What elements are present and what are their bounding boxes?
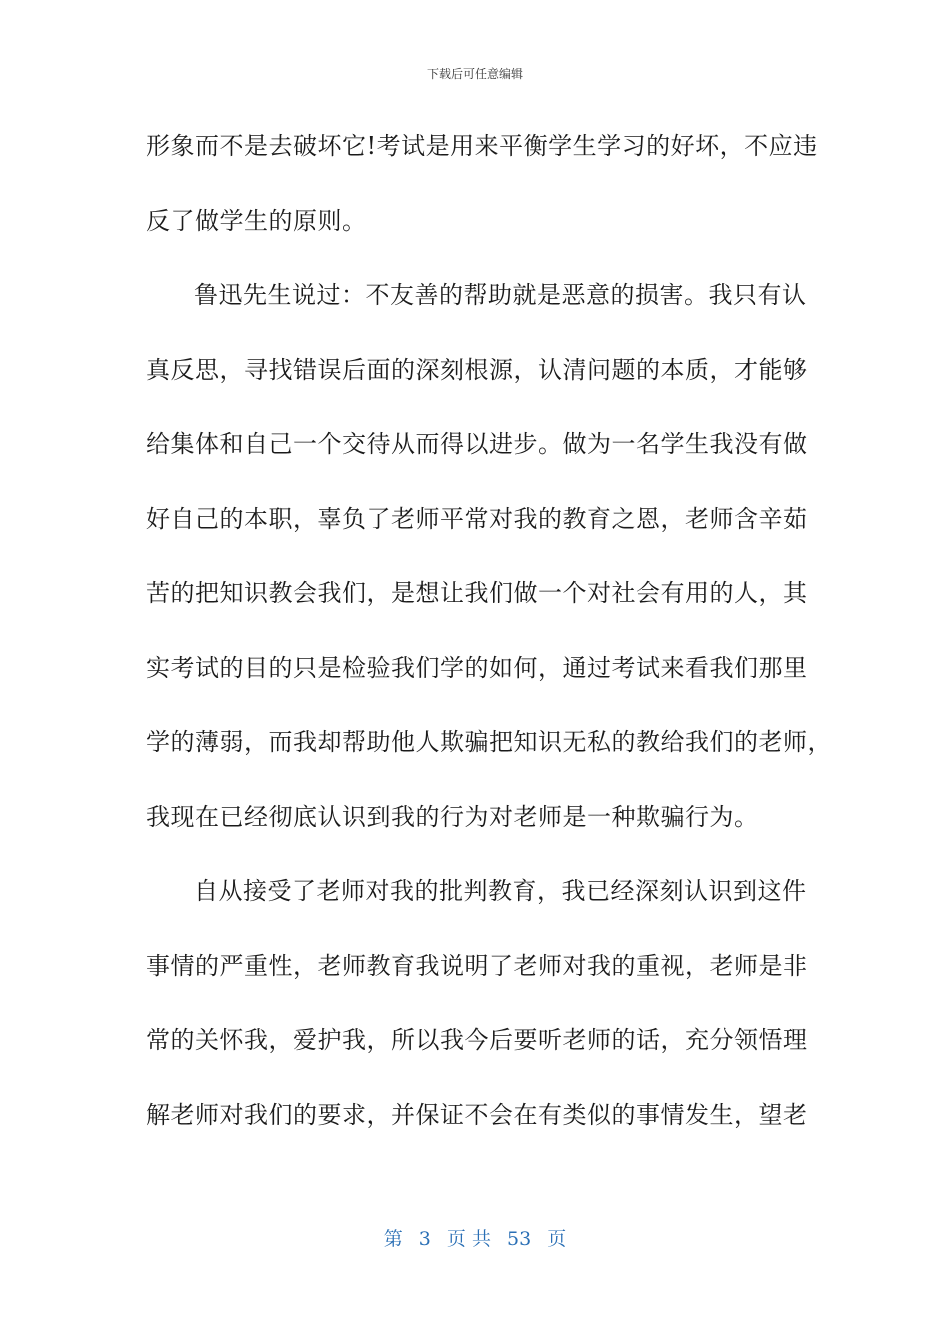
paragraph-line: 学的薄弱，而我却帮助他人欺骗把知识无私的教给我们的老师， [146, 728, 832, 756]
paragraph-line: 鲁迅先生说过：不友善的帮助就是恶意的损害。我只有认 [194, 281, 807, 309]
page-header: 下载后可任意编辑 [426, 67, 523, 81]
paragraph-line: 好自己的本职，辜负了老师平常对我的教育之恩，老师含辛茹 [146, 504, 808, 533]
paragraph-line: 实考试的目的只是检验我们学的如何，通过考试来看我们那里 [146, 653, 808, 682]
paragraph-line: 常的关怀我，爱护我，所以我今后要听老师的话，充分领悟理 [146, 1026, 808, 1054]
footer-prefix: 第 [383, 1228, 403, 1250]
paragraph-line: 给集体和自己一个交待从而得以进步。做为一名学生我没有做 [146, 430, 808, 458]
total-pages-number: 53 [507, 1228, 532, 1250]
document-body [146, 127, 832, 1170]
paragraph-line: 我现在已经彻底认识到我的行为对老师是一种欺骗行为。 [146, 802, 759, 831]
paragraph-line: 反了做学生的原则。 [146, 206, 367, 235]
paragraph-line: 自从接受了老师对我的批判教育，我已经深刻认识到这件 [194, 877, 807, 905]
paragraph-line: 真反思，寻找错误后面的深刻根源，认清问题的本质，才能够 [146, 355, 808, 384]
footer-middle: 页 共 [446, 1228, 491, 1250]
paragraph-line: 苦的把知识教会我们，是想让我们做一个对社会有用的人，其 [146, 579, 808, 607]
paragraph-line: 事情的严重性，老师教育我说明了老师对我的重视，老师是非 [146, 951, 808, 980]
page-number-footer [0, 1227, 950, 1251]
paragraph-line: 形象而不是去破坏它!考试是用来平衡学生学习的好坏，不应违 [146, 132, 818, 160]
footer-suffix: 页 [547, 1228, 567, 1250]
current-page-number: 3 [418, 1228, 431, 1250]
paragraph-line: 解老师对我们的要求，并保证不会在有类似的事情发生，望老 [146, 1100, 808, 1129]
